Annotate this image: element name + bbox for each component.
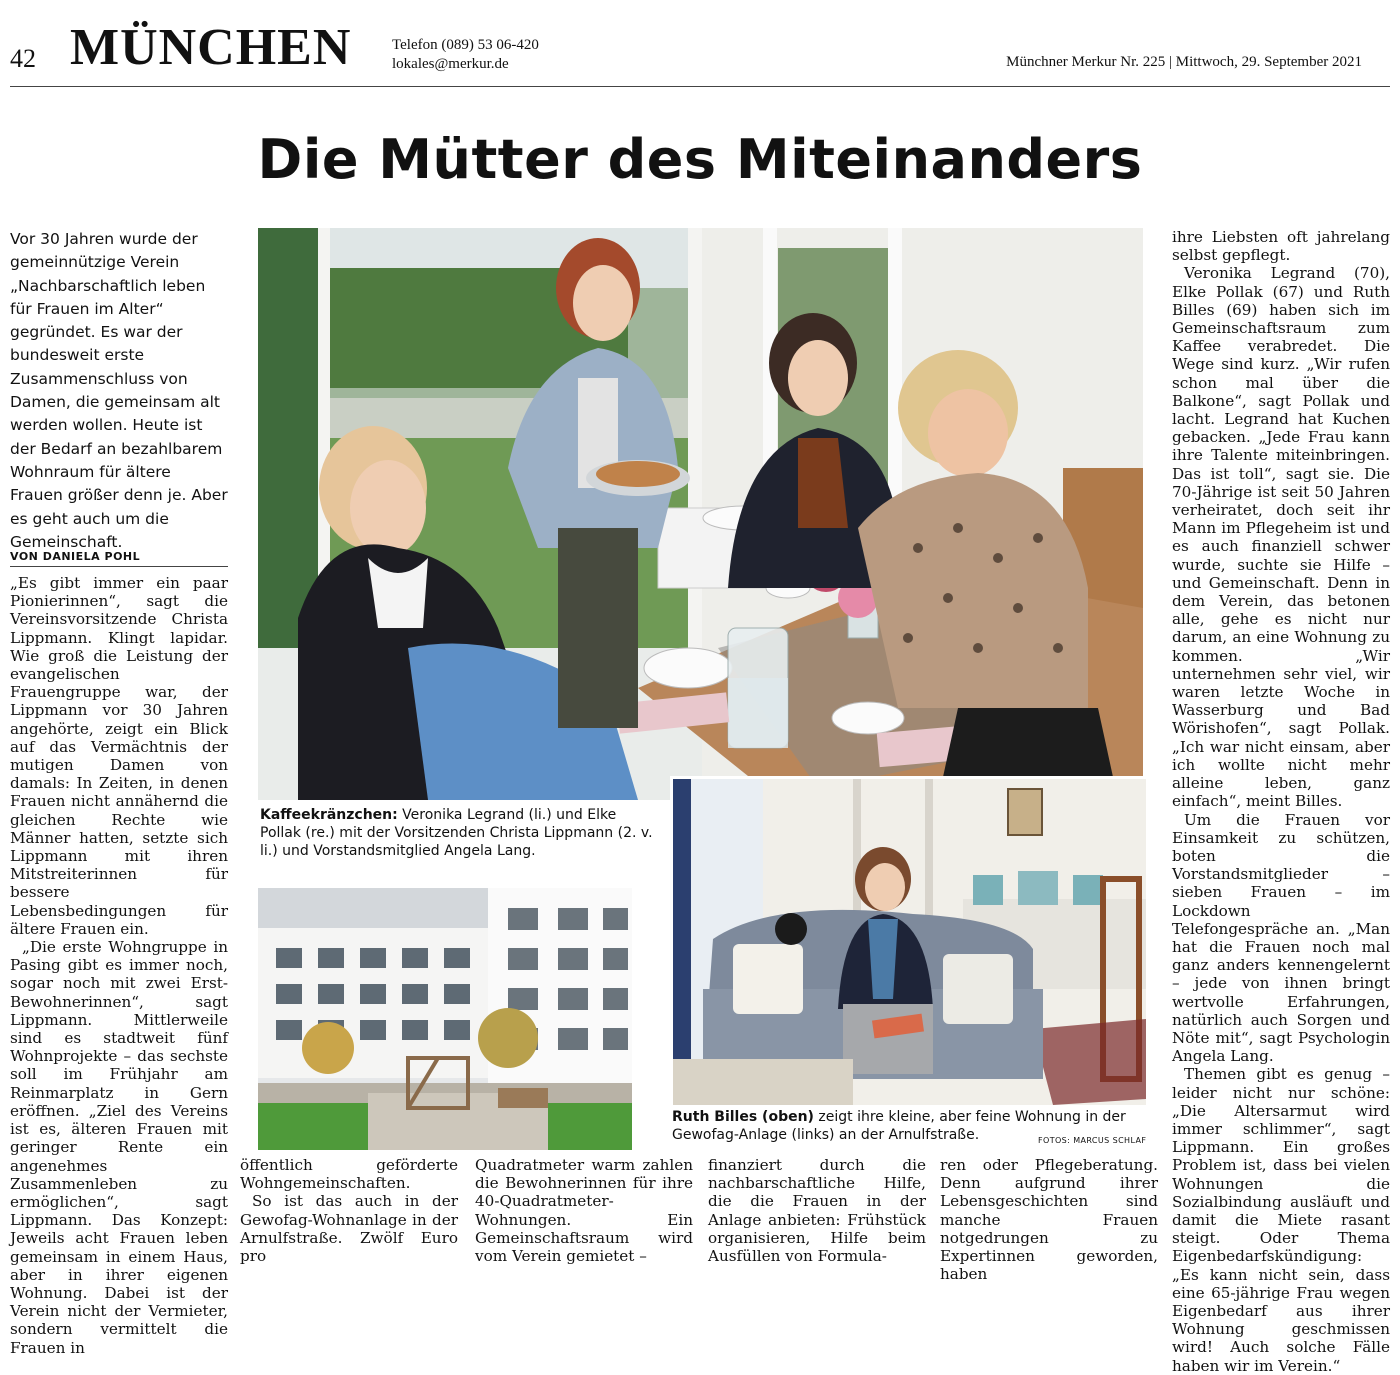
- page-number: 42: [10, 44, 36, 73]
- photo-credit: FOTOS: MARCUS SCHLAF: [1038, 1136, 1147, 1145]
- paragraph: „Die erste Wohngruppe in Pasing gibt es immer noch, sogar noch mit zwei Erst-Bewohnerinnen“, sagt Lippmann. Mittlerweile sind es stadtweit fünf Wohnprojekte – das sechste soll im Frühjahr am Reinmarplatz in Gern eröffnen. „Ziel des Vereins ist es, älteren Frauen mit geringer Rente ein angenehmes Zusammenleben zu ermöglichen“, sagt Lippmann. Das Konzept: Jeweils acht Frauen leben gemeinsam in einem Haus, aber in ihrer eigenen Wohnung. Dabei ist der Verein nicht der Vermieter, sondern vermittelt die Frauen in: [10, 938, 228, 1357]
- photo-residential-building: [258, 888, 632, 1150]
- text-column-6: [1172, 228, 1390, 1375]
- paragraph: So ist das auch in der Gewofag-Wohnanlage in der Arnulfstraße. Zwölf Euro pro: [240, 1192, 458, 1266]
- byline: VON DANIELA POHL: [10, 550, 228, 567]
- text-column-2: [240, 1156, 458, 1265]
- headline: Die Mütter des Miteinanders: [257, 128, 1143, 191]
- paragraph: Themen gibt es genug – leider nicht nur schöne: „Die Altersarmut wird immer schlimmer“, sagt Lippmann. Ein großes Problem ist, dass bei vielen Wohnungen die Sozialbindung ausläuft und damit die Miete rasant steigt. Oder Thema Eigenbedarfskündigung: „Es kann nicht sein, dass eine 65-jährige Frau wegen Eigenbedarf aus ihrer Wohnung geschmissen wird! Auch solche Fälle haben wir im Verein.“: [1172, 1065, 1390, 1375]
- paragraph: „Es gibt immer ein paar Pionierinnen“, sagt die Vereinsvorsitzende Christa Lippmann. Klingt lapidar. Wie groß die Leistung der evangelischen Frauengruppe war, der Lippmann vor 30 Jahren angehörte, zeigt ein Blick auf das Vermächtnis der mutigen Damen von damals: In Zeiten, in denen Frauen nicht annähernd die gleichen Rechte wie Männer hatten, setzte sich Lippmann mit ihren Mitstreiterinnen für bessere Lebensbedingungen für ältere Frauen ein.: [10, 574, 228, 938]
- caption-main-photo: [260, 806, 660, 860]
- photo-ruth-billes-apartment: [670, 776, 1146, 1105]
- paragraph: öffentlich geförderte Wohngemeinschaften.: [240, 1156, 458, 1193]
- text-column-4: [708, 1156, 926, 1265]
- contact-email: lokales@merkur.de: [392, 56, 509, 72]
- contact-phone: Telefon (089) 53 06-420: [392, 37, 539, 53]
- edition-line: Münchner Merkur Nr. 225 | Mittwoch, 29. September 2021: [1006, 54, 1362, 70]
- header-rule: [10, 86, 1390, 87]
- text-column-5: [940, 1156, 1158, 1283]
- paragraph: Quadratmeter warm zahlen die Bewohnerinnen für ihre 40-Quadratmeter-Wohnungen. Ein Gemeinschaftsraum wird vom Verein gemietet –: [475, 1156, 693, 1266]
- section-title: MÜNCHEN: [70, 19, 352, 76]
- caption-text: Veronika Legrand (li.) und Elke Pollak (re.) mit der Vorsitzenden Christa Lippmann (2. v. li.) und Vorstandsmitglied Angela Lang.: [260, 807, 653, 859]
- caption-lead: Kaffeekränzchen:: [260, 807, 398, 823]
- caption-text: zeigt ihre kleine, aber feine Wohnung in der Gewofag-Anlage (links) an der Arnulfstraße.: [672, 1109, 1126, 1143]
- paragraph: finanziert durch die nachbarschaftliche Hilfe, die die Frauen in der Anlage anbieten: Frühstück organisieren, Hilfe beim Ausfüllen von Formula-: [708, 1156, 926, 1266]
- text-column-1: [10, 574, 228, 1357]
- article-intro: Vor 30 Jahren wurde der gemeinnützige Verein „Nachbarschaftlich leben für Frauen im Alter“ gegründet. Es war der bundesweit erste Zusammenschluss von Damen, die gemeinsam alt werden wollen. Heute ist der Bedarf an bezahlbarem Wohnraum für ältere Frauen größer denn je. Aber es geht auch um die Gemeinschaft.: [10, 230, 228, 551]
- paragraph: Um die Frauen vor Einsamkeit zu schützen, boten die Vorstandsmitglieder – sieben Frauen – im Lockdown Telefongespräche an. „Man hat die Frauen noch mal ganz anders kennengelernt – jede von ihnen bringt wertvolle Erfahrungen, natürlich auch Sorgen und Nöte mit“, sagt Psychologin Angela Lang.: [1172, 810, 1390, 1066]
- photo-coffee-table: [258, 228, 1143, 800]
- paragraph: Veronika Legrand (70), Elke Pollak (67) und Ruth Billes (69) haben sich im Gemeinschaftsraum zum Kaffee verabredet. Die Wege sind kurz. „Wir rufen schon mal über die Balkone“, sagt Pollak und lacht. Legrand hat Kuchen gebacken. „Jede Frau kann ihre Talente miteinbringen. Das ist toll“, sagt sie. Die 70-Jährige ist seit 50 Jahren verheiratet, doch seit ihr Mann im Pflegeheim ist und es auch finanziell schwer wurde, suchte sie Hilfe – und Gemeinschaft. Denn in dem Verein, das betonen alle, gehe es nicht nur darum, an eine Wohnung zu kommen. „Wir unternehmen sehr viel, wir waren letzte Woche in Wasserburg und Bad Wörishofen“, sagt Pollak. „Ich war nicht einsam, aber ich wollte nicht mehr alleine leben, ganz einfach“, meint Billes.: [1172, 264, 1390, 811]
- paragraph: ren oder Pflegeberatung. Denn aufgrund ihrer Lebensgeschichten sind manche Frauen notgedrungen zu Expertinnen geworden, haben: [940, 1156, 1158, 1284]
- caption-lead: Ruth Billes (oben): [672, 1109, 814, 1125]
- text-column-3: [475, 1156, 693, 1265]
- paragraph: ihre Liebsten oft jahrelang selbst gepflegt.: [1172, 228, 1390, 265]
- contact-block: [392, 36, 539, 74]
